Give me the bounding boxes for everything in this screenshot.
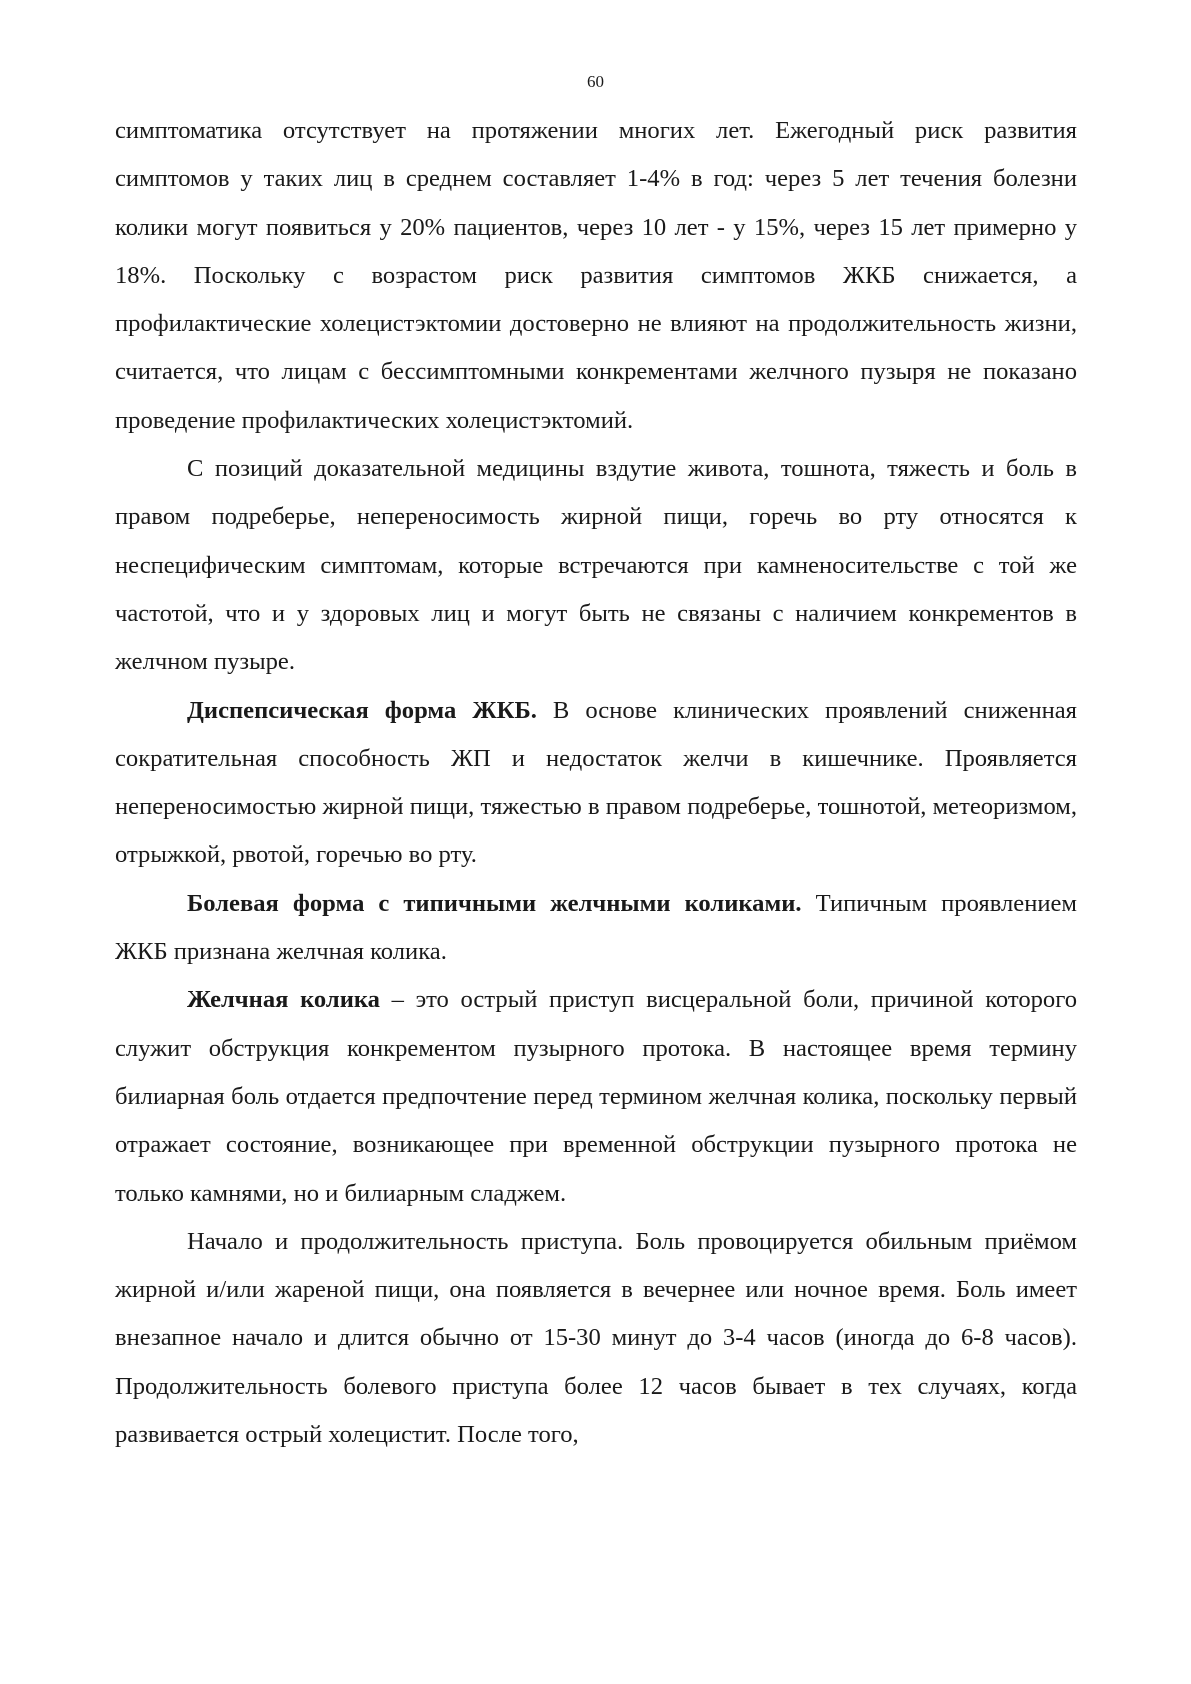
paragraph-6 bbox=[115, 1218, 1077, 1459]
paragraph-6-text: Начало и продолжительность приступа. Боль провоцируется обильным приёмом жирной и/или жареной пищи, она появляется в вечернее или ночное время. Боль имеет внезапное начало и длится обычно от 15-30 минут до 3-4 часов (иногда до 6-8 часов). Продолжительность болевого приступа более 12 часов бывает в тех случаях, когда развивается острый холецистит. После того, bbox=[115, 1227, 1077, 1449]
paragraph-3-heading: Диспепсическая форма ЖКБ. bbox=[187, 696, 537, 724]
paragraph-4-heading: Болевая форма с типичными желчными коликами. bbox=[187, 889, 802, 917]
document-body bbox=[115, 107, 1077, 1459]
paragraph-1 bbox=[115, 107, 1077, 445]
paragraph-5 bbox=[115, 976, 1077, 1217]
paragraph-4 bbox=[115, 880, 1077, 977]
paragraph-2 bbox=[115, 445, 1077, 686]
paragraph-5-heading: Желчная колика bbox=[187, 986, 380, 1014]
page-number: 60 bbox=[587, 72, 604, 91]
paragraph-5-text: – это острый приступ висцеральной боли, причиной которого служит обструкция конкрементом пузырного протока. В настоящее время термину билиарная боль отдается предпочтение перед термином желчная колика, поскольку первый отражает состояние, возникающее при временной обструкции пузырного протока не только камнями, но и билиарным сладжем. bbox=[115, 986, 1077, 1207]
paragraph-3 bbox=[115, 687, 1077, 880]
paragraph-1-text: симптоматика отсутствует на протяжении многих лет. Ежегодный риск развития симптомов у таких лиц в среднем составляет 1-4% в год: через 5 лет течения болезни колики могут появиться у 20% пациентов, через 10 лет - у 15%, через 15 лет примерно у 18%. Поскольку с возрастом риск развития симптомов ЖКБ снижается, а профилактические холецистэктомии достоверно не влияют на продолжительность жизни, считается, что лицам с бессимптомными конкрементами желчного пузыря не показано проведение профилактических холецистэктомий. bbox=[115, 117, 1077, 434]
paragraph-2-text: С позиций доказательной медицины вздутие живота, тошнота, тяжесть и боль в правом подреберье, непереносимость жирной пищи, горечь во рту относятся к неспецифическим симптомам, которые встречаются при камненосительстве с той же частотой, что и у здоровых лиц и могут быть не связаны с наличием конкрементов в желчном пузыре. bbox=[115, 455, 1077, 676]
paragraph-3-text: В основе клинических проявлений сниженная сократительная способность ЖП и недостаток желчи в кишечнике. Проявляется непереносимостью жирной пищи, тяжестью в правом подреберье, тошнотой, метеоризмом, отрыжкой, рвотой, горечью во рту. bbox=[115, 696, 1077, 869]
paragraph-4-text: Типичным проявлением ЖКБ признана желчная колика. bbox=[115, 889, 1077, 966]
